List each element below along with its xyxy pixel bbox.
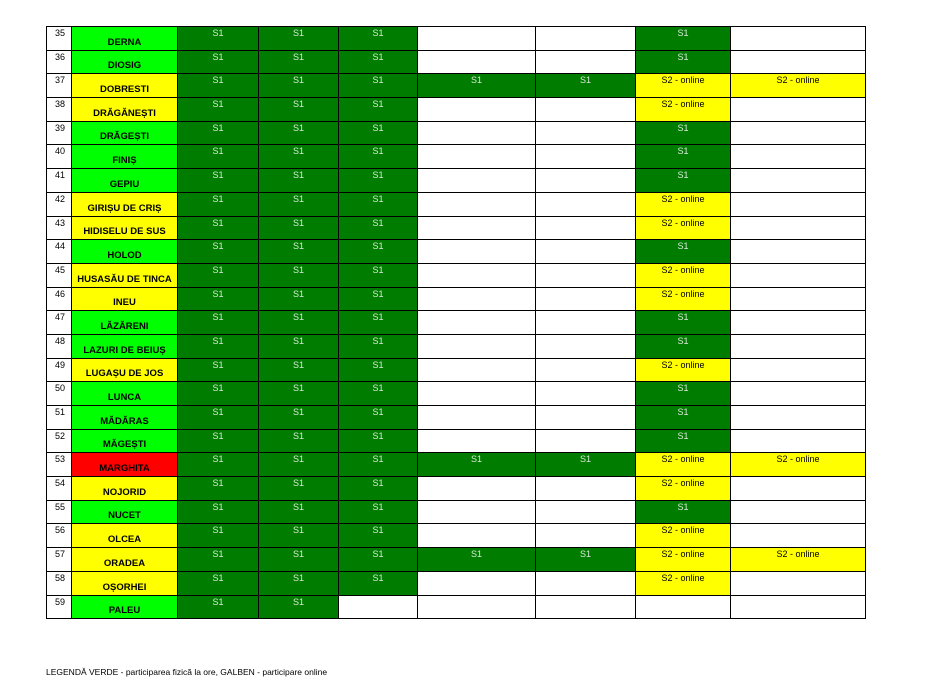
- row-number: 53: [47, 453, 72, 477]
- session-cell: [418, 334, 536, 358]
- session-cell: S1: [536, 548, 636, 572]
- session-cell: S1: [339, 50, 418, 74]
- session-cell: [418, 311, 536, 335]
- session-cell: S1: [259, 429, 339, 453]
- row-number: 54: [47, 477, 72, 501]
- session-cell: S1: [339, 98, 418, 122]
- locality-name: NOJORID: [72, 477, 178, 501]
- row-number: 58: [47, 571, 72, 595]
- session-cell: [731, 524, 866, 548]
- session-cell: [731, 192, 866, 216]
- table-row: [47, 595, 866, 619]
- session-cell: [418, 500, 536, 524]
- session-cell: S1: [178, 477, 259, 501]
- table-row: [47, 358, 866, 382]
- table-row: [47, 50, 866, 74]
- session-cell: [536, 429, 636, 453]
- table-row: [47, 453, 866, 477]
- session-cell: S1: [259, 216, 339, 240]
- session-cell: S1: [259, 477, 339, 501]
- session-cell: S1: [178, 216, 259, 240]
- session-cell: S1: [636, 429, 731, 453]
- session-cell: [418, 358, 536, 382]
- session-cell: [536, 287, 636, 311]
- session-cell: [536, 500, 636, 524]
- session-cell: [536, 50, 636, 74]
- row-number: 46: [47, 287, 72, 311]
- session-cell: S1: [259, 406, 339, 430]
- session-cell: S1: [259, 571, 339, 595]
- session-cell: S1: [178, 98, 259, 122]
- session-cell: [418, 240, 536, 264]
- session-cell: S1: [339, 74, 418, 98]
- row-number: 45: [47, 263, 72, 287]
- table-row: [47, 477, 866, 501]
- session-cell: S1: [339, 27, 418, 51]
- session-cell: S1: [339, 406, 418, 430]
- locality-name: MARGHITA: [72, 453, 178, 477]
- session-cell: S1: [339, 477, 418, 501]
- session-cell: S1: [339, 145, 418, 169]
- session-cell: S1: [178, 311, 259, 335]
- row-number: 48: [47, 334, 72, 358]
- locality-name: OȘORHEI: [72, 571, 178, 595]
- table-row: [47, 334, 866, 358]
- session-cell: S1: [178, 334, 259, 358]
- session-cell: S1: [339, 524, 418, 548]
- session-cell: [536, 406, 636, 430]
- locality-name: LAZURI DE BEIUȘ: [72, 334, 178, 358]
- session-cell: S1: [418, 548, 536, 572]
- session-cell: S1: [536, 453, 636, 477]
- session-cell: S1: [339, 429, 418, 453]
- table-row: [47, 263, 866, 287]
- table-row: [47, 74, 866, 98]
- session-cell: S1: [178, 548, 259, 572]
- table-row: [47, 406, 866, 430]
- session-cell: [536, 192, 636, 216]
- session-cell: [418, 406, 536, 430]
- session-cell: S1: [636, 169, 731, 193]
- session-cell: S2 - online: [636, 192, 731, 216]
- session-cell: [731, 50, 866, 74]
- session-cell: [418, 382, 536, 406]
- locality-name: ORADEA: [72, 548, 178, 572]
- session-cell: [418, 27, 536, 51]
- row-number: 44: [47, 240, 72, 264]
- locality-name: HOLOD: [72, 240, 178, 264]
- session-cell: [418, 50, 536, 74]
- session-cell: S1: [259, 50, 339, 74]
- session-cell: S1: [339, 334, 418, 358]
- row-number: 55: [47, 500, 72, 524]
- session-cell: S1: [536, 74, 636, 98]
- row-number: 35: [47, 27, 72, 51]
- session-cell: [418, 145, 536, 169]
- session-cell: S1: [339, 548, 418, 572]
- session-cell: [418, 287, 536, 311]
- session-cell: S1: [259, 145, 339, 169]
- session-cell: S1: [339, 287, 418, 311]
- session-cell: S1: [636, 500, 731, 524]
- session-cell: S1: [259, 287, 339, 311]
- session-cell: S1: [178, 382, 259, 406]
- session-cell: S1: [339, 192, 418, 216]
- locality-name: HIDISELU DE SUS: [72, 216, 178, 240]
- row-number: 52: [47, 429, 72, 453]
- session-cell: S2 - online: [636, 477, 731, 501]
- session-cell: S1: [339, 263, 418, 287]
- session-cell: S1: [339, 500, 418, 524]
- session-cell: [418, 121, 536, 145]
- session-cell: S1: [418, 74, 536, 98]
- locality-name: HUSASĂU DE TINCA: [72, 263, 178, 287]
- session-cell: S2 - online: [636, 74, 731, 98]
- session-cell: S2 - online: [731, 74, 866, 98]
- session-cell: [731, 429, 866, 453]
- session-cell: [418, 192, 536, 216]
- locality-name: DRĂGEȘTI: [72, 121, 178, 145]
- session-cell: S1: [259, 524, 339, 548]
- table-body: [47, 27, 866, 619]
- session-cell: S1: [339, 216, 418, 240]
- session-cell: S1: [259, 240, 339, 264]
- session-cell: [731, 216, 866, 240]
- row-number: 42: [47, 192, 72, 216]
- row-number: 37: [47, 74, 72, 98]
- session-cell: S2 - online: [731, 453, 866, 477]
- session-cell: [731, 27, 866, 51]
- session-cell: S1: [178, 50, 259, 74]
- session-cell: S1: [636, 240, 731, 264]
- row-number: 39: [47, 121, 72, 145]
- session-cell: S1: [259, 98, 339, 122]
- locality-name: OLCEA: [72, 524, 178, 548]
- session-cell: S1: [259, 121, 339, 145]
- locality-name: NUCET: [72, 500, 178, 524]
- table-row: [47, 571, 866, 595]
- session-cell: [536, 169, 636, 193]
- session-cell: S1: [259, 334, 339, 358]
- table-row: [47, 240, 866, 264]
- session-cell: S1: [259, 169, 339, 193]
- session-cell: S1: [339, 571, 418, 595]
- session-cell: S1: [178, 263, 259, 287]
- session-cell: S1: [259, 500, 339, 524]
- table-row: [47, 429, 866, 453]
- session-cell: [536, 263, 636, 287]
- session-cell: S1: [178, 74, 259, 98]
- table-row: [47, 169, 866, 193]
- session-cell: S1: [178, 595, 259, 619]
- session-cell: S1: [259, 192, 339, 216]
- session-cell: S2 - online: [636, 263, 731, 287]
- session-cell: S1: [259, 74, 339, 98]
- session-cell: S1: [636, 382, 731, 406]
- session-cell: S1: [636, 121, 731, 145]
- table-row: [47, 500, 866, 524]
- session-cell: S1: [178, 571, 259, 595]
- session-cell: S2 - online: [731, 548, 866, 572]
- session-cell: S1: [178, 192, 259, 216]
- locality-name: DERNA: [72, 27, 178, 51]
- session-cell: [536, 358, 636, 382]
- row-number: 49: [47, 358, 72, 382]
- session-cell: [339, 595, 418, 619]
- table-row: [47, 216, 866, 240]
- session-cell: S1: [339, 453, 418, 477]
- session-cell: S2 - online: [636, 287, 731, 311]
- session-cell: S2 - online: [636, 216, 731, 240]
- session-cell: [536, 571, 636, 595]
- session-cell: [731, 382, 866, 406]
- session-cell: S1: [339, 311, 418, 335]
- session-cell: S1: [636, 406, 731, 430]
- row-number: 43: [47, 216, 72, 240]
- session-cell: [536, 98, 636, 122]
- session-cell: [536, 524, 636, 548]
- session-cell: S1: [339, 169, 418, 193]
- session-cell: S1: [178, 27, 259, 51]
- session-cell: S1: [178, 358, 259, 382]
- session-cell: S1: [178, 429, 259, 453]
- session-cell: S1: [259, 358, 339, 382]
- session-cell: S1: [259, 382, 339, 406]
- session-cell: S1: [178, 500, 259, 524]
- session-cell: [418, 429, 536, 453]
- row-number: 36: [47, 50, 72, 74]
- locality-name: DRĂGĂNEȘTI: [72, 98, 178, 122]
- session-cell: S1: [636, 334, 731, 358]
- session-cell: S1: [636, 311, 731, 335]
- table-row: [47, 121, 866, 145]
- session-cell: S1: [259, 263, 339, 287]
- session-cell: S2 - online: [636, 453, 731, 477]
- session-cell: [418, 169, 536, 193]
- row-number: 56: [47, 524, 72, 548]
- session-cell: S1: [636, 145, 731, 169]
- row-number: 57: [47, 548, 72, 572]
- locality-name: GIRIȘU DE CRIȘ: [72, 192, 178, 216]
- session-cell: [731, 358, 866, 382]
- session-cell: [536, 240, 636, 264]
- row-number: 40: [47, 145, 72, 169]
- session-cell: S2 - online: [636, 524, 731, 548]
- locality-name: FINIȘ: [72, 145, 178, 169]
- session-cell: S1: [418, 453, 536, 477]
- schedule-table: [46, 26, 866, 619]
- session-cell: S1: [178, 169, 259, 193]
- session-cell: S1: [178, 453, 259, 477]
- session-cell: [536, 382, 636, 406]
- session-cell: [731, 311, 866, 335]
- session-cell: [418, 524, 536, 548]
- session-cell: S1: [339, 121, 418, 145]
- session-cell: [418, 595, 536, 619]
- session-cell: [418, 216, 536, 240]
- session-cell: [731, 121, 866, 145]
- table-row: [47, 145, 866, 169]
- session-cell: S1: [178, 287, 259, 311]
- table-row: [47, 287, 866, 311]
- session-cell: [536, 121, 636, 145]
- session-cell: S1: [178, 240, 259, 264]
- session-cell: [731, 145, 866, 169]
- session-cell: [731, 98, 866, 122]
- row-number: 59: [47, 595, 72, 619]
- session-cell: [536, 145, 636, 169]
- locality-name: DOBRESTI: [72, 74, 178, 98]
- session-cell: [636, 595, 731, 619]
- table-row: [47, 524, 866, 548]
- locality-name: PALEU: [72, 595, 178, 619]
- session-cell: [731, 500, 866, 524]
- session-cell: [536, 477, 636, 501]
- session-cell: S1: [178, 524, 259, 548]
- session-cell: [731, 169, 866, 193]
- session-cell: S1: [259, 27, 339, 51]
- session-cell: [536, 595, 636, 619]
- session-cell: S1: [259, 548, 339, 572]
- locality-name: LUNCA: [72, 382, 178, 406]
- table-row: [47, 192, 866, 216]
- session-cell: [536, 216, 636, 240]
- session-cell: [731, 571, 866, 595]
- session-cell: [731, 287, 866, 311]
- session-cell: [731, 406, 866, 430]
- table-row: [47, 27, 866, 51]
- table-row: [47, 548, 866, 572]
- row-number: 51: [47, 406, 72, 430]
- locality-name: GEPIU: [72, 169, 178, 193]
- locality-name: LUGAȘU DE JOS: [72, 358, 178, 382]
- table-row: [47, 382, 866, 406]
- session-cell: S1: [178, 406, 259, 430]
- row-number: 50: [47, 382, 72, 406]
- session-cell: [536, 311, 636, 335]
- session-cell: S2 - online: [636, 98, 731, 122]
- session-cell: S1: [259, 595, 339, 619]
- row-number: 47: [47, 311, 72, 335]
- session-cell: S1: [636, 50, 731, 74]
- locality-name: MĂDĂRAS: [72, 406, 178, 430]
- session-cell: S1: [259, 311, 339, 335]
- session-cell: S2 - online: [636, 571, 731, 595]
- session-cell: [418, 263, 536, 287]
- session-cell: [418, 98, 536, 122]
- session-cell: [418, 571, 536, 595]
- locality-name: MĂGEȘTI: [72, 429, 178, 453]
- row-number: 41: [47, 169, 72, 193]
- table-row: [47, 98, 866, 122]
- session-cell: [731, 334, 866, 358]
- session-cell: [731, 477, 866, 501]
- session-cell: S1: [636, 27, 731, 51]
- session-cell: S1: [339, 240, 418, 264]
- session-cell: S1: [339, 358, 418, 382]
- session-cell: S1: [259, 453, 339, 477]
- session-cell: [536, 334, 636, 358]
- session-cell: [731, 595, 866, 619]
- session-cell: [536, 27, 636, 51]
- locality-name: INEU: [72, 287, 178, 311]
- session-cell: S1: [178, 121, 259, 145]
- locality-name: DIOSIG: [72, 50, 178, 74]
- session-cell: S1: [178, 145, 259, 169]
- table-row: [47, 311, 866, 335]
- session-cell: S1: [339, 382, 418, 406]
- session-cell: S2 - online: [636, 548, 731, 572]
- session-cell: [731, 263, 866, 287]
- row-number: 38: [47, 98, 72, 122]
- session-cell: S2 - online: [636, 358, 731, 382]
- legend-text: LEGENDĂ VERDE - participarea fizică la ore, GALBEN - participare online: [46, 667, 328, 677]
- session-cell: [418, 477, 536, 501]
- session-cell: [731, 240, 866, 264]
- locality-name: LĂZĂRENI: [72, 311, 178, 335]
